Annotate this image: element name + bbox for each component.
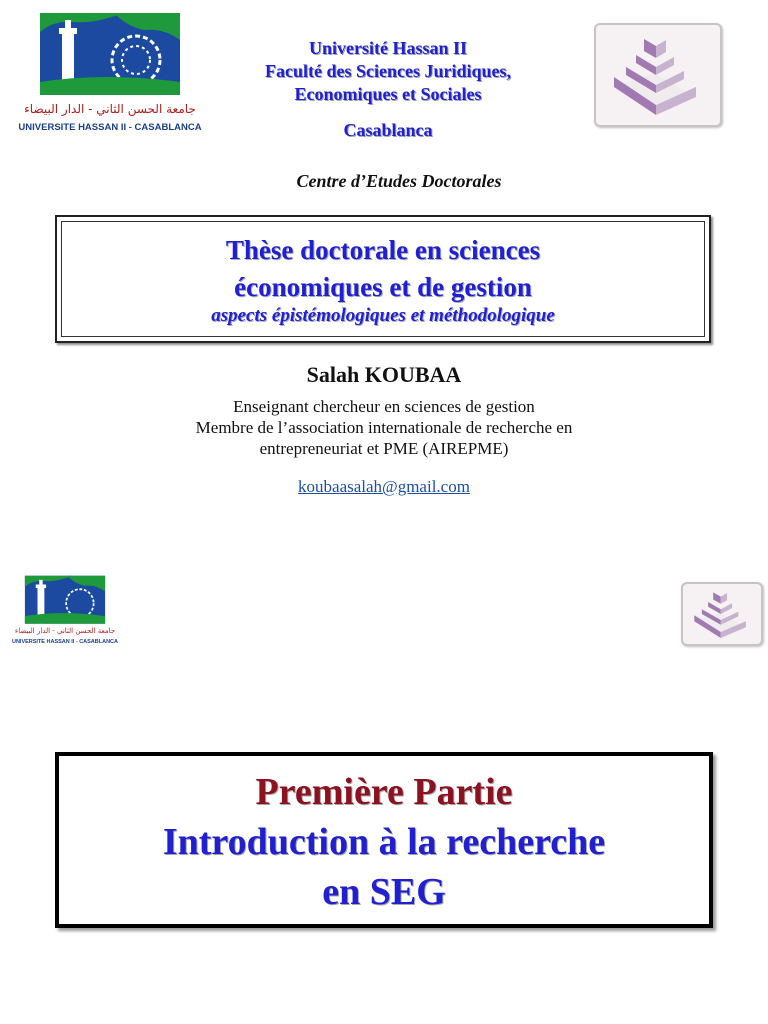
- logo-latin-text: UNIVERSITE HASSAN II - CASABLANCA: [18, 122, 202, 133]
- part-subtitle-line1: Introduction à la recherche: [162, 821, 606, 863]
- part-title-frame: [55, 752, 713, 928]
- description-line: Membre de l’association internationale de recherche en: [195, 418, 573, 437]
- pyramid-logo-small: [681, 582, 763, 646]
- thesis-title-frame: [55, 215, 711, 343]
- thesis-title-line2: économiques et de gestion: [234, 272, 532, 302]
- email-link[interactable]: koubaasalah@gmail.com: [298, 477, 470, 496]
- author-description: [100, 396, 668, 459]
- thesis-subtitle: aspects épistémologiques et méthodologique: [211, 305, 555, 326]
- author-name: Salah KOUBAA: [306, 362, 462, 387]
- pyramid-icon: [683, 584, 761, 644]
- university-logo: [14, 10, 206, 140]
- centre-label: Centre d’Etudes Doctorales: [296, 171, 502, 191]
- university-logo-small: [10, 574, 120, 650]
- pyramid-icon: [596, 25, 720, 125]
- logo-latin-text: UNIVERSITE HASSAN II - CASABLANCA: [11, 639, 119, 645]
- university-line: Université Hassan II: [308, 38, 467, 58]
- description-line: Enseignant chercheur en sciences de gestion: [233, 397, 535, 416]
- logo-arabic-text: جامعة الحسن الثاني - الدار البيضاء: [14, 627, 116, 635]
- part-subtitle-line2: en SEG: [322, 871, 446, 913]
- university-emblem-icon: [14, 10, 206, 140]
- logo-arabic-text: جامعة الحسن الثاني - الدار البيضاء: [24, 102, 196, 116]
- part-title: Première Partie: [255, 771, 513, 813]
- thesis-title-line1: Thèse doctorale en sciences: [225, 235, 541, 265]
- city-name: Casablanca: [343, 120, 433, 140]
- description-line: entrepreneuriat et PME (AIREPME): [259, 439, 509, 458]
- pyramid-logo: [594, 23, 722, 127]
- university-line: Faculté des Sciences Juridiques,: [265, 61, 511, 81]
- slide-2[interactable]: [0, 570, 768, 1010]
- university-name-block: [200, 37, 576, 106]
- university-line: Economiques et Sociales: [294, 84, 482, 104]
